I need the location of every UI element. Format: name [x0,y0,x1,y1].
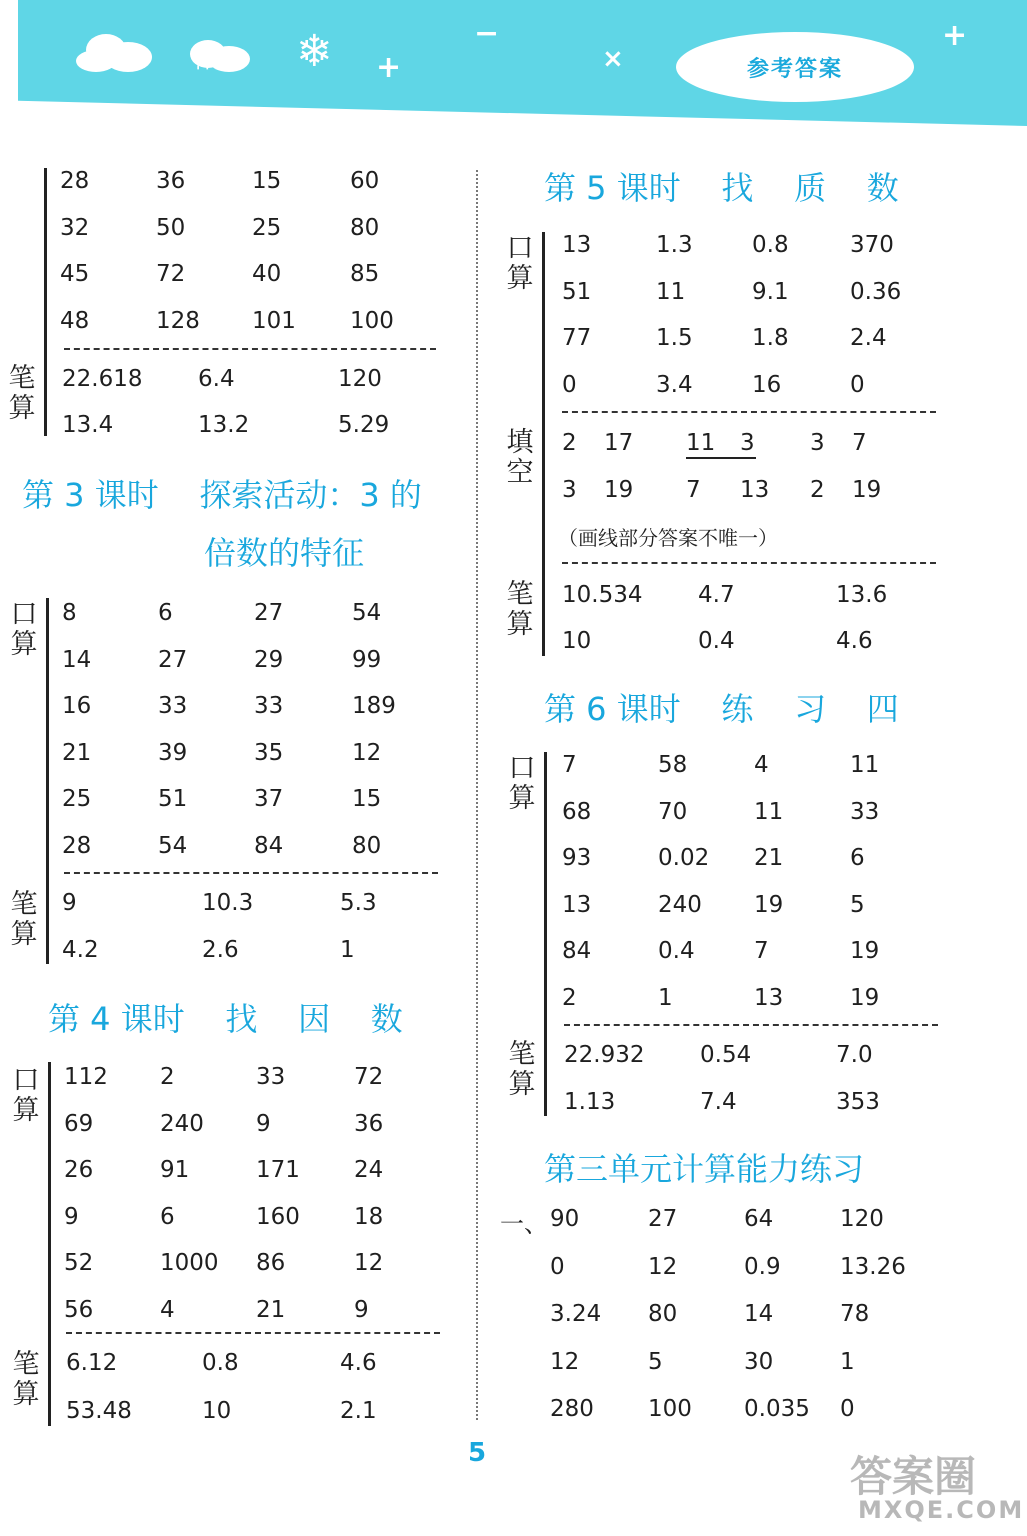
answer-cell: 27 [254,600,284,626]
answer-cell: 14 [744,1301,774,1327]
answer-cell: 28 [60,168,90,194]
answer-cell: 84 [562,938,592,964]
fill-blank-label: 填 空 [506,427,534,488]
bracket-line [48,1062,51,1426]
answer-cell: 86 [256,1250,286,1276]
mental-calc-label: 口 算 [508,753,536,814]
answer-cell: 1.5 [656,325,693,351]
answer-cell: 2 [810,477,825,503]
answer-cell: 2 [160,1064,175,1090]
answer-cell: 12 [352,739,382,766]
answer-cell: 14 [62,646,92,673]
answer-cell: 12 [550,1348,580,1375]
answer-cell: 6 [850,845,865,871]
answer-cell: 32 [60,214,90,241]
lesson-3-title-line1: 第 3 课时 探索活动：3 的 [22,476,422,514]
answer-cell: 19 [850,938,880,964]
answer-cell: 33 [850,798,880,825]
answer-cell: 30 [744,1348,774,1375]
answer-cell: 72 [354,1064,384,1090]
answer-cell: 171 [256,1157,300,1183]
answer-cell: 35 [254,739,284,766]
answer-cell: 13 [562,232,592,258]
answer-cell: 13 [754,984,784,1011]
answer-cell: 13.4 [62,412,114,438]
answer-cell: 10 [202,1398,232,1424]
answer-cell: 12 [354,1250,384,1276]
answer-cell: 6.12 [66,1350,118,1376]
answer-cell: 4 [754,752,769,778]
answer-cell: 370 [850,232,894,258]
answer-cell: 0.4 [698,628,735,654]
part-label: 一、 [500,1210,548,1238]
answer-cell: 0 [840,1396,855,1422]
answer-cell: 13.2 [198,412,250,438]
answer-cell: 69 [64,1110,94,1137]
answer-cell: 100 [648,1396,692,1422]
answer-cell: 2 [562,984,577,1011]
answer-cell: 13.26 [840,1253,906,1280]
answer-cell: 189 [352,693,396,719]
answer-cell: 16 [62,693,92,719]
answer-cell: 25 [62,786,92,812]
answer-cell: 33 [158,693,188,719]
answer-cell: 48 [60,307,90,334]
answer-cell: 3 [740,430,755,456]
plus-icon: + [376,50,402,85]
lesson-6-title: 第 6 课时 练 习 四 [544,690,899,728]
bracket-line [542,232,545,656]
answer-cell: 15 [252,168,282,194]
answer-cell: 51 [562,278,592,305]
answer-cell: 99 [352,646,382,673]
answer-cell: 3.24 [550,1301,602,1327]
mental-calc-label: 口 算 [10,599,38,660]
answer-cell: 10 [562,628,592,654]
answer-cell: 8 [62,600,77,626]
answer-cell: 78 [840,1301,870,1327]
answer-cell: 353 [836,1089,880,1115]
answer-cell: 4.6 [340,1350,377,1376]
answer-cell: 19 [754,891,784,918]
unit-3-title: 第三单元计算能力练习 [544,1150,865,1188]
answer-cell: 56 [64,1296,94,1323]
answer-cell: 2.6 [202,937,239,963]
answer-cell: 5.29 [338,412,390,438]
answer-cell: 21 [256,1296,286,1323]
answer-cell: 1.3 [656,232,693,258]
answer-cell: 40 [252,261,282,287]
written-calc-label: 笔 算 [506,579,534,640]
written-calc-label: 笔 算 [8,363,36,424]
answer-cell: 120 [840,1206,884,1232]
answer-cell: 2 [562,430,577,456]
answer-cell: 85 [350,261,380,287]
answer-cell: 7.4 [700,1089,737,1115]
answer-cell: 33 [256,1064,286,1090]
answer-cell: 0 [562,371,577,398]
answer-cell: 4.7 [698,582,735,608]
answer-cell: 280 [550,1396,594,1422]
answer-cell: 24 [354,1157,384,1183]
lesson-4-title: 第 4 课时 找 因 数 [48,1000,403,1038]
dashed-separator [66,1332,440,1334]
dashed-separator [562,411,936,413]
answer-cell: 7.0 [836,1042,873,1068]
answer-label: 参考答案 [676,32,914,102]
answer-cell: 17 [604,430,634,456]
answer-cell: 21 [62,739,92,766]
lesson-5-title: 第 5 课时 找 质 数 [544,169,899,207]
answer-cell: 6 [158,600,173,626]
answer-cell: 12 [648,1253,678,1280]
answer-cell: 7 [852,430,867,456]
dashed-separator [564,1024,938,1026]
answer-cell: 0.9 [744,1253,781,1280]
answer-cell: 90 [550,1206,580,1232]
answer-cell: 0.02 [658,845,710,871]
dashed-separator [64,872,438,874]
answer-cell: 21 [754,845,784,871]
answer-cell: 26 [64,1157,94,1183]
answer-cell: 22.618 [62,366,143,392]
answer-cell: 5.3 [340,890,377,916]
mental-calc-label: 口 算 [12,1065,40,1126]
answer-cell: 93 [562,845,592,871]
answer-cell: 64 [744,1206,774,1232]
answer-cell: 0 [550,1253,565,1280]
written-calc-label: 笔 算 [12,1349,40,1410]
snowflake-icon: ❄ [296,26,333,77]
answer-cell: 36 [156,168,186,194]
dashed-separator [64,348,436,350]
answer-underline [686,457,756,459]
answer-cell: 11 [656,278,686,305]
answer-cell: 54 [158,832,188,859]
bracket-line [44,168,47,436]
answer-cell: 77 [562,325,592,351]
answer-cell: 10.534 [562,582,643,608]
answer-cell: 19 [850,984,880,1011]
answer-cell: 1.8 [752,325,789,351]
answer-cell: 0.54 [700,1042,752,1068]
answer-cell: 9 [354,1296,369,1323]
answer-cell: 0.8 [202,1350,239,1376]
answer-cell: 5 [850,891,865,918]
answer-cell: 0.4 [658,938,695,964]
answer-cell: 91 [160,1157,190,1183]
answer-cell: 112 [64,1064,108,1090]
answer-cell: 16 [752,371,782,398]
answer-cell: 3.4 [656,371,693,398]
answer-cell: 9 [62,890,77,916]
answer-cell: 50 [156,214,186,241]
answer-cell: 1 [658,984,673,1011]
answer-cell: 0.36 [850,278,902,305]
answer-cell: 9.1 [752,278,789,305]
written-calc-label: 笔 算 [508,1039,536,1100]
answer-cell: 11 [850,752,880,778]
minus-icon: − [474,16,500,51]
answer-cell: 51 [158,786,188,812]
answer-cell: 39 [158,739,188,766]
answer-cell: 37 [254,786,284,812]
answer-cell: 13.6 [836,582,888,608]
answer-cell: 0.8 [752,232,789,258]
answer-cell: 5 [648,1348,663,1375]
answer-cell: 54 [352,600,382,626]
answer-cell: 52 [64,1250,94,1276]
answer-cell: 10.3 [202,890,254,916]
answer-cell: 27 [648,1206,678,1232]
bracket-line [46,598,49,964]
answer-cell: 33 [254,693,284,719]
answer-cell: 45 [60,261,90,287]
answer-cell: 72 [156,261,186,287]
answer-cell: 80 [648,1301,678,1327]
answer-cell: 9 [256,1110,271,1137]
answer-cell: 100 [350,307,394,334]
answer-cell: 29 [254,646,284,673]
answer-cell: 2.1 [340,1398,377,1424]
answer-cell: 80 [352,832,382,859]
answer-cell: 13 [740,477,770,503]
answer-cell: 3 [562,477,577,503]
answer-cell: 0.035 [744,1396,810,1422]
answer-cell: 36 [354,1110,384,1137]
answer-cell: 160 [256,1203,300,1230]
answer-cell: 6.4 [198,366,235,392]
answer-cell: 240 [160,1110,204,1137]
lesson-3-title-line2: 倍数的特征 [204,534,365,572]
answer-cell: 80 [350,214,380,241]
plus-icon: + [942,18,968,53]
answer-cell: 84 [254,832,284,859]
answer-cell: 7 [754,938,769,964]
column-divider [476,170,478,1420]
answer-cell: 11 [754,798,784,825]
answer-cell: 2.4 [850,325,887,351]
answer-cell: 4.2 [62,937,99,963]
answer-cell: 13 [562,891,592,918]
page-number: 5 [468,1438,487,1468]
answer-cell: 1.13 [564,1089,616,1115]
dashed-separator [562,562,936,564]
mental-calc-label: 口 算 [506,233,534,294]
answer-cell: 27 [158,646,188,673]
watermark-url: MXQE.COM [858,1496,1025,1524]
answer-cell: 11 [686,430,716,456]
answer-cell: 58 [658,752,688,778]
answer-cell: 60 [350,168,380,194]
written-calc-label: 笔 算 [10,889,38,950]
answer-cell: 120 [338,366,382,392]
answer-cell: 22.932 [564,1042,645,1068]
answer-cell: 68 [562,798,592,825]
answer-cell: 4.6 [836,628,873,654]
answer-cell: 7 [686,477,701,503]
answer-cell: 15 [352,786,382,812]
answer-cell: 25 [252,214,282,241]
answer-cell: 101 [252,307,296,334]
answer-cell: 53.48 [66,1398,132,1424]
bracket-line [544,752,547,1116]
answer-cell: 4 [160,1296,175,1323]
answer-cell: 1000 [160,1250,219,1276]
watermark-logo: 答案圈 [850,1452,977,1501]
answer-cell: 7 [562,752,577,778]
answer-cell: 19 [604,477,634,503]
answer-cell: 9 [64,1203,79,1230]
answer-cell: 70 [658,798,688,825]
answer-cell: 240 [658,891,702,918]
times-icon: × [602,44,624,74]
answer-cell: 3 [810,430,825,456]
answer-cell: 18 [354,1203,384,1230]
answer-cell: 128 [156,307,200,334]
answer-cell: 28 [62,832,92,859]
answer-cell: 0 [850,371,865,398]
answer-cell: 6 [160,1203,175,1230]
answer-cell: 1 [840,1348,855,1375]
answer-cell: 1 [340,937,355,963]
fill-note: （画线部分答案不唯一） [558,526,778,550]
answer-cell: 19 [852,477,882,503]
